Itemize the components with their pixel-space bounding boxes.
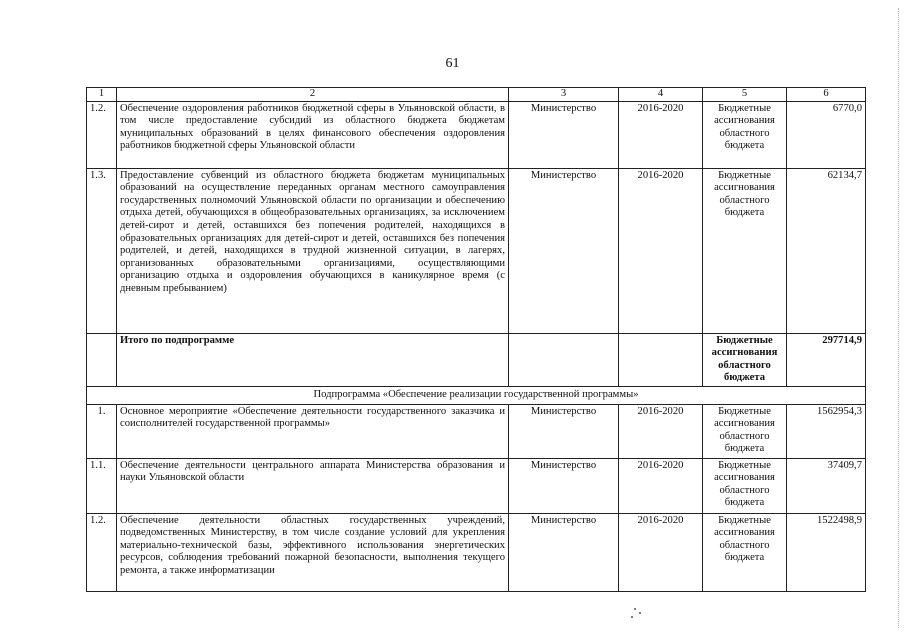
row-amount: 62134,7 [787, 168, 866, 333]
row-executor: Министерство [509, 458, 619, 513]
column-number-5: 5 [703, 88, 787, 102]
total-amount: 297714,9 [787, 333, 866, 386]
budget-table [86, 87, 866, 592]
total-number-cell [87, 333, 117, 386]
column-number-header [87, 88, 866, 102]
row-years: 2016-2020 [619, 458, 703, 513]
column-number-3: 3 [509, 88, 619, 102]
page-number: 61 [445, 56, 460, 71]
row-amount: 6770,0 [787, 101, 866, 168]
table-row [87, 458, 866, 513]
total-label: Итого по подпрограмме [117, 333, 509, 386]
row-description: Обеспечение деятельности центрального аппарата Министерства образования и науки Ульяновской области [117, 458, 509, 513]
row-executor: Министерство [509, 168, 619, 333]
column-number-1: 1 [87, 88, 117, 102]
row-number: 1.3. [87, 168, 117, 333]
row-description: Обеспечение деятельности областных государственных учреждений, подведомственных Министерству, в том числе создание условий для укрепления материально-технической базы, эффективного использования энергетических ресурсов, соблюдения требований пожарной безопасности, выполнения текущего ремонта, а также информатизации [117, 513, 509, 591]
row-funding-source: Бюджетные ассигнования областного бюджета [703, 513, 787, 591]
row-description: Основное мероприятие «Обеспечение деятельности государственного заказчика и соисполнителей государственной программы» [117, 404, 509, 458]
row-number: 1.2. [87, 101, 117, 168]
table-row [87, 404, 866, 458]
row-funding-source: Бюджетные ассигнования областного бюджета [703, 168, 787, 333]
row-funding-source: Бюджетные ассигнования областного бюджета [703, 404, 787, 458]
row-number: 1.1. [87, 458, 117, 513]
row-years: 2016-2020 [619, 168, 703, 333]
section-header-row [87, 386, 866, 404]
scan-speck [634, 608, 636, 610]
row-years: 2016-2020 [619, 513, 703, 591]
row-years: 2016-2020 [619, 404, 703, 458]
row-amount: 1562954,3 [787, 404, 866, 458]
row-amount: 37409,7 [787, 458, 866, 513]
row-funding-source: Бюджетные ассигнования областного бюджета [703, 458, 787, 513]
table-row [87, 101, 866, 168]
row-number: 1.2. [87, 513, 117, 591]
row-number: 1. [87, 404, 117, 458]
row-executor: Министерство [509, 101, 619, 168]
row-description: Предоставление субвенций из областного бюджета бюджетам муниципальных образований на осуществление переданных органам местного самоуправления государственных полномочий Ульяновской области по организации и обеспечению отдыха детей, обучающихся в общеобразовательных организациях, за исключением детей-сирот и детей, оставшихся без попечения родителей, находящихся в образовательных организациях для детей-сирот и детей, оставшихся без попечения родителей, и детей, находящихся в трудной жизненной ситуации, в лагерях, организованных образовательными организациями, осуществляющими организацию отдыха и оздоровления обучающихся в каникулярное время (с дневным пребыванием) [117, 168, 509, 333]
row-executor: Министерство [509, 404, 619, 458]
column-number-6: 6 [787, 88, 866, 102]
section-title: Подпрограмма «Обеспечение реализации государственной программы» [87, 386, 866, 404]
column-number-2: 2 [117, 88, 509, 102]
column-number-4: 4 [619, 88, 703, 102]
row-years: 2016-2020 [619, 101, 703, 168]
table-row [87, 513, 866, 591]
total-executor-cell [509, 333, 619, 386]
row-amount: 1522498,9 [787, 513, 866, 591]
table-row [87, 168, 866, 333]
total-funding-source: Бюджетные ассигнования областного бюджета [703, 333, 787, 386]
scan-edge-artifact [897, 8, 899, 628]
row-description: Обеспечение оздоровления работников бюджетной сферы в Ульяновской области, в том числе предоставление субсидий из областного бюджета бюджетам муниципальных образований в целях финансового обеспечения оздоровления работников бюджетной сферы Ульяновской области [117, 101, 509, 168]
scan-speck [631, 616, 633, 618]
row-funding-source: Бюджетные ассигнования областного бюджета [703, 101, 787, 168]
row-executor: Министерство [509, 513, 619, 591]
subprogram-total-row [87, 333, 866, 386]
total-years-cell [619, 333, 703, 386]
scan-speck [639, 612, 641, 614]
